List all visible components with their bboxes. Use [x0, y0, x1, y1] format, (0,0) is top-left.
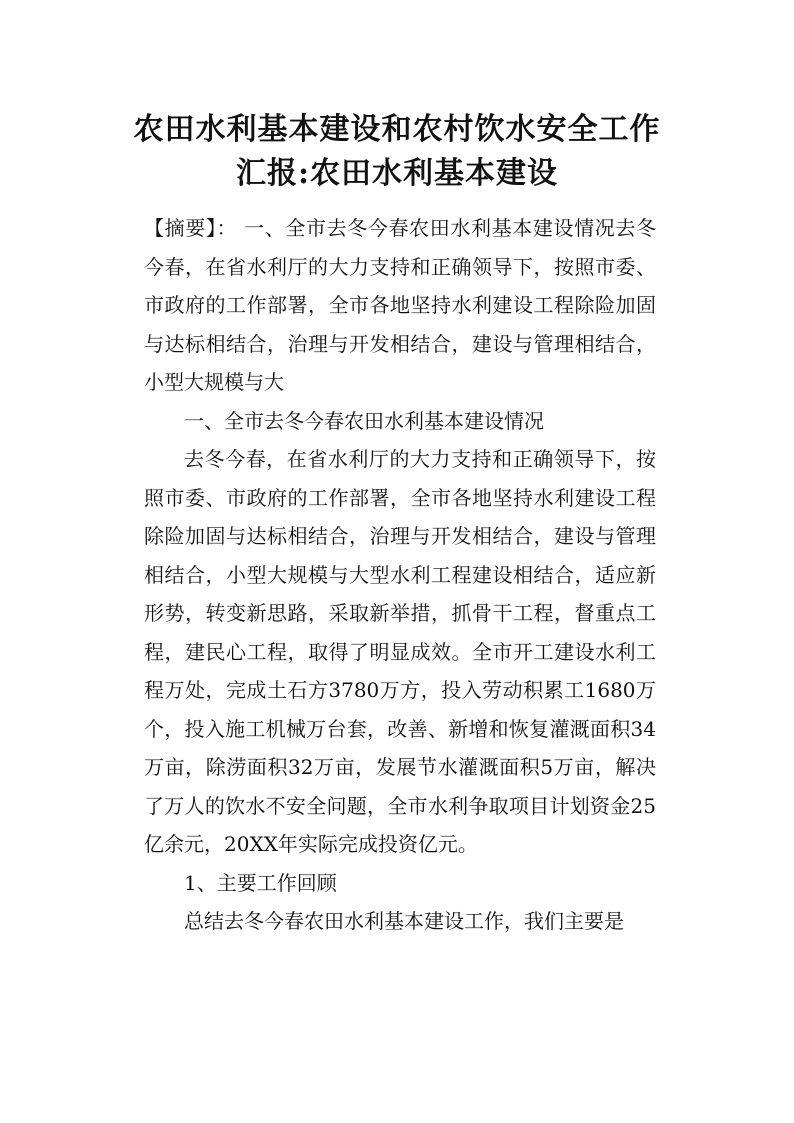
abstract-label: 【摘要】： [144, 216, 238, 240]
document-body [144, 209, 656, 941]
title-line-2: 汇报:农田水利基本建设 [235, 156, 559, 191]
body-paragraph-2: 总结去冬今春农田水利基本建设工作，我们主要是 [184, 909, 624, 933]
title-line-1: 农田水利基本建设和农村饮水安全工作 [133, 112, 661, 147]
document-title [80, 108, 714, 196]
abstract-paragraph [144, 209, 656, 402]
body-paragraph-1: 去冬今春，在省水利厅的大力支持和正确领导下，按照市委、市政府的工作部署，全市各地坚持水利建设工程除险加固与达标相结合，治理与开发相结合，建设与管理相结合，小型大规模与大型水利工程建设相结合，适应新形势，转变新思路，采取新举措，抓骨干工程，督重点工程，建民心工程，取得了明显成效。全市开工建设水利工程万处，完成土石方3780万方，投入劳动积累工1680万个，投入施工机械万台套，改善、新增和恢复灌溉面积34万亩，除涝面积32万亩，发展节水灌溉面积5万亩，解决了万人的饮水不安全问题，全市水利争取项目计划资金25亿余元，20XX年实际完成投资亿元。 [144, 447, 656, 856]
abstract-text: 一、全市去冬今春农田水利基本建设情况去冬今春，在省水利厅的大力支持和正确领导下，按照市委、市政府的工作部署，全市各地坚持水利建设工程除险加固与达标相结合，治理与开发相结合，建设与管理相结合，小型大规模与大 [144, 216, 657, 394]
section-heading-1: 一、全市去冬今春农田水利基本建设情况 [184, 408, 544, 433]
section-heading-2: 1、主要工作回顾 [184, 870, 337, 895]
